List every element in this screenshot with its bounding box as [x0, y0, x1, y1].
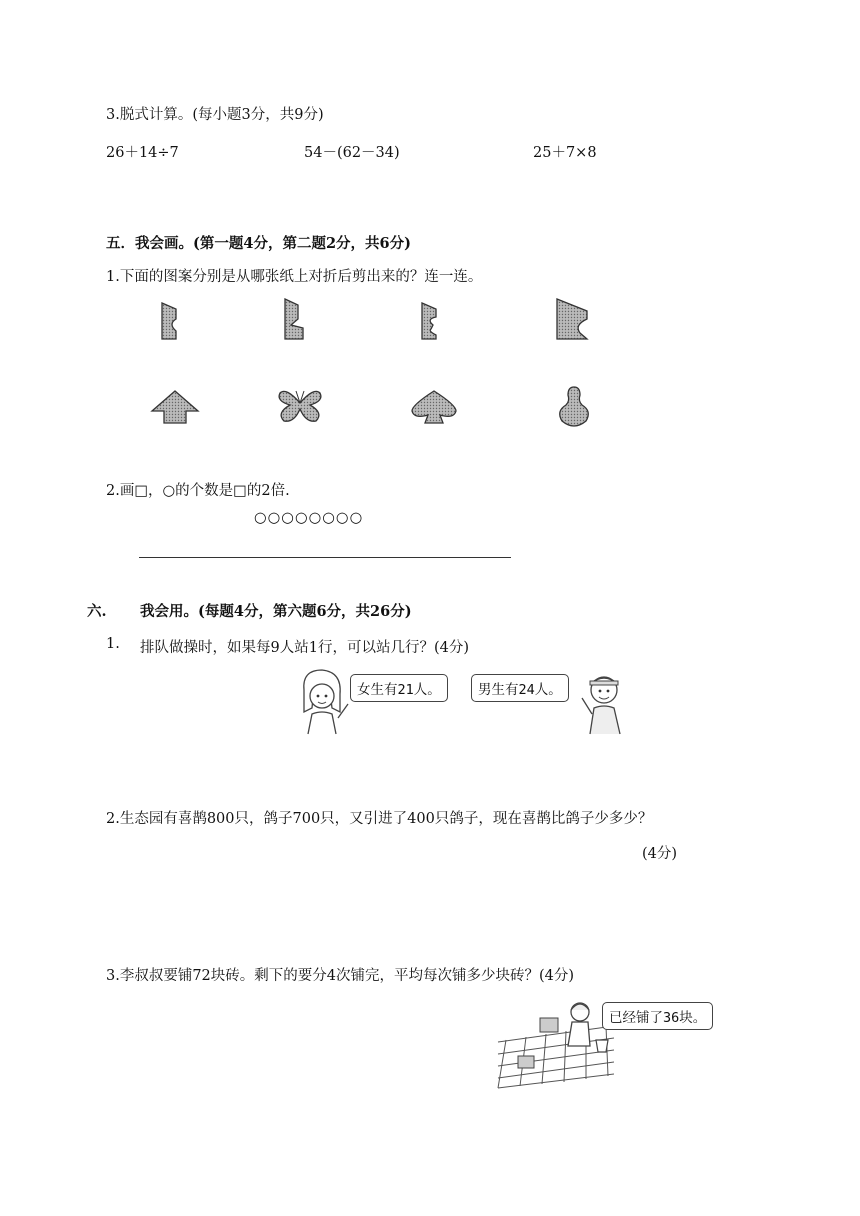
section6-q2: 2.生态园有喜鹊800只，鸽子700只，又引进了400只鸽子，现在喜鹊比鸽子少多少？: [106, 811, 653, 827]
section5-q1: 1.下面的图案分别是从哪张纸上对折后剪出来的？连一连。: [106, 269, 483, 285]
section5-heading: 五．我会画。(第一题4分，第二题2分，共6分): [106, 235, 411, 252]
boy-illustration: [574, 664, 636, 736]
calc-expr-1: 26＋14÷7: [106, 145, 179, 161]
section6-heading: 我会用。(每题4分，第六题6分，共26分): [140, 603, 412, 620]
section6-q1-number: 1.: [106, 636, 120, 652]
calc-expr-2: 54－(62－34): [304, 145, 400, 161]
boy-speech-bubble: 男生有24人。: [471, 674, 569, 702]
section6-q2-score: (4分): [642, 846, 678, 862]
girl-speech-bubble: 女生有21人。: [350, 674, 448, 702]
drawing-answer-line[interactable]: [139, 557, 511, 558]
calc-expr-3: 25＋7×8: [533, 145, 597, 161]
girl-illustration: [294, 668, 354, 736]
butterfly-cutout[interactable]: [279, 391, 321, 421]
folded-paper-3[interactable]: [422, 303, 436, 339]
gourd-cutout[interactable]: [560, 387, 589, 426]
folded-paper-1[interactable]: [162, 303, 176, 339]
spade-cutout[interactable]: [412, 391, 456, 423]
folded-paper-row: [150, 295, 600, 350]
section6-q3: 3.李叔叔要铺72块砖。剩下的要分4次铺完，平均每次铺多少块砖？(4分): [106, 968, 575, 984]
arrow-cutout[interactable]: [152, 391, 198, 423]
section6-number: 六.: [87, 603, 107, 620]
cutout-pattern-row: [150, 383, 600, 428]
section6-q1: 排队做操时，如果每9人站1行，可以站几行？(4分): [140, 640, 469, 656]
circles-row: ○○○○○○○○: [254, 510, 364, 526]
section5-q2: 2.画□，○的个数是□的2倍.: [106, 483, 290, 499]
folded-paper-4[interactable]: [557, 299, 587, 339]
worker-speech-bubble: 已经铺了36块。: [602, 1002, 713, 1030]
folded-paper-2[interactable]: [285, 299, 303, 339]
worker-tiling-illustration: [494, 996, 614, 1090]
calc-question-title: 3.脱式计算。(每小题3分，共9分): [106, 107, 324, 123]
